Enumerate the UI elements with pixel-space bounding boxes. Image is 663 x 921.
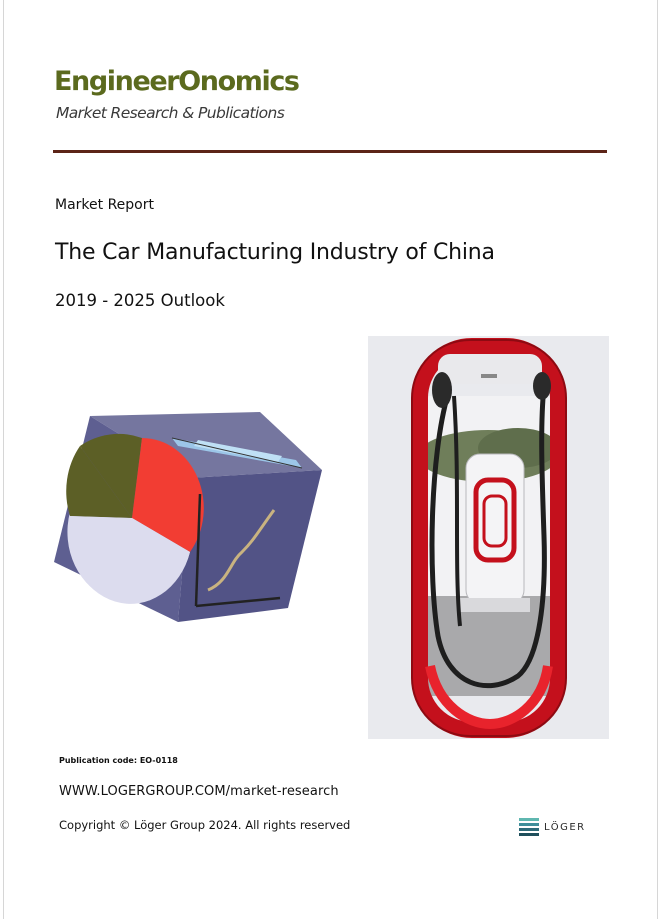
loger-logo [519,818,586,836]
brand-name: EngineerOnomics [54,66,299,97]
report-type: Market Report [55,197,154,213]
report-outlook: 2019 - 2025 Outlook [55,291,225,310]
chart-cube-icon [50,412,330,624]
loger-logo-text: LÖGER [544,821,586,833]
copyright-notice: Copyright © Löger Group 2024. All rights reserved [59,818,351,832]
loger-logo-icon [519,818,539,836]
website-link[interactable]: WWW.LOGERGROUP.COM/market-research [59,784,339,799]
report-title: The Car Manufacturing Industry of China [55,240,495,265]
brand-tagline: Market Research & Publications [56,104,285,122]
header-rule [53,150,607,153]
ev-charger-photo [368,336,609,739]
publication-code: Publication code: EO-0118 [59,756,178,765]
